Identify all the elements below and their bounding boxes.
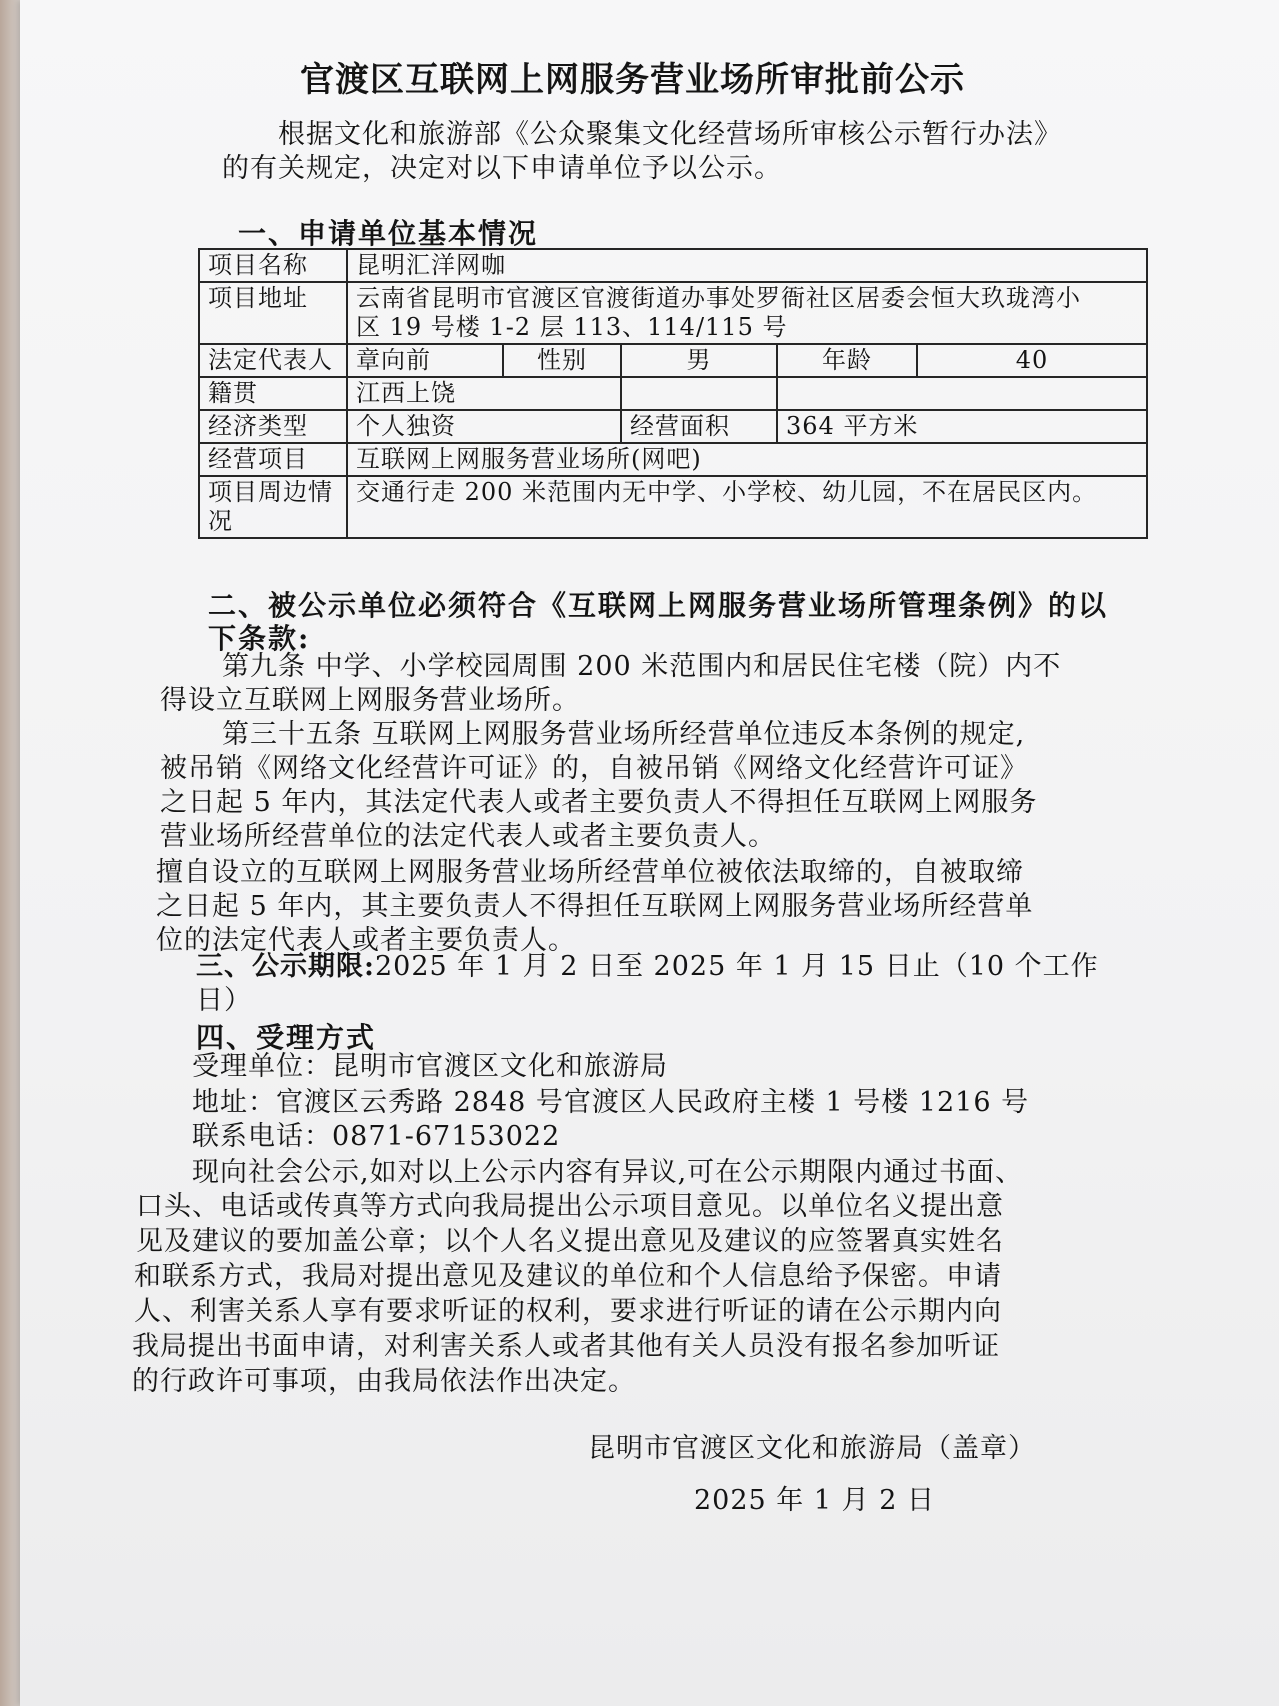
- legal-rep-value: 章向前: [347, 344, 503, 377]
- applicant-info-table: [198, 248, 1148, 539]
- age-label: 年龄: [777, 344, 917, 377]
- surroundings-label: [199, 476, 347, 538]
- issuer-signature: 昆明市官渡区文化和旅游局（盖章）: [588, 1433, 1036, 1464]
- address-value: [347, 282, 1147, 344]
- section-1-heading: 一、申请单位基本情况: [238, 217, 539, 250]
- empty-cell: [777, 377, 1147, 410]
- article-35-line-1: 第三十五条 互联网上网服务营业场所经营单位违反本条例的规定,: [222, 719, 1026, 750]
- address-label: 项目地址: [199, 282, 347, 344]
- native-place-value: 江西上饶: [347, 377, 621, 410]
- notice-line-1: 现向社会公示,如对以上公示内容有异议,可在公示期限内通过书面、: [192, 1157, 1024, 1188]
- unauthorized-line-2: 之日起 5 年内，其主要负责人不得担任互联网上网服务营业场所经营单: [156, 891, 1034, 922]
- native-place-label: 籍贯: [199, 377, 347, 410]
- publicity-period: 2025 年 1 月 2 日至 2025 年 1 月 15 日止（10 个工作: [374, 951, 1099, 982]
- project-name-label: 项目名称: [199, 249, 347, 282]
- issue-date: 2025 年 1 月 2 日: [694, 1485, 935, 1516]
- article-35-line-3: 之日起 5 年内，其法定代表人或者主要负责人不得担任互联网上网服务: [160, 787, 1038, 818]
- notice-line-6: 我局提出书面申请，对利害关系人或者其他有关人员没有报名参加听证: [132, 1331, 1000, 1362]
- unauthorized-line-1: 擅自设立的互联网上网服务营业场所经营单位被依法取缔的，自被取缔: [156, 857, 1024, 888]
- accepting-unit: 受理单位：昆明市官渡区文化和旅游局: [192, 1051, 668, 1082]
- section-3-heading: 三、公示期限:: [196, 951, 375, 982]
- article-35-line-2: 被吊销《网络文化经营许可证》的，自被吊销《网络文化经营许可证》: [160, 753, 1028, 784]
- section-4-heading: 四、受理方式: [196, 1021, 377, 1054]
- section-3-line-1: [196, 950, 1099, 984]
- contact-phone: 联系电话：0871-67153022: [192, 1121, 561, 1152]
- area-label: 经营面积: [621, 410, 777, 443]
- legal-rep-label: 法定代表人: [199, 344, 347, 377]
- notice-line-5: 人、利害关系人享有要求听证的权利，要求进行听证的请在公示期内向: [134, 1296, 1002, 1327]
- section-2-heading-line-2: 下条款:: [208, 622, 311, 655]
- accepting-address: 地址：官渡区云秀路 2848 号官渡区人民政府主楼 1 号楼 1216 号: [192, 1087, 1030, 1118]
- table-row: [199, 377, 1147, 410]
- business-value: 互联网上网服务营业场所(网吧): [347, 443, 1147, 476]
- surroundings-label-line-1: 项目周边情: [208, 478, 333, 506]
- table-row: [199, 282, 1147, 344]
- area-value: 364 平方米: [777, 410, 1147, 443]
- table-row: [199, 476, 1147, 538]
- table-row: [199, 443, 1147, 476]
- notice-line-7: 的行政许可事项，由我局依法作出决定。: [132, 1366, 636, 1397]
- gender-label: 性别: [503, 344, 621, 377]
- notice-line-2: 口头、电话或传真等方式向我局提出公示项目意见。以单位名义提出意: [136, 1191, 1004, 1222]
- address-value-line-1: 云南省昆明市官渡区官渡街道办事处罗衙社区居委会恒大玖珑湾小: [356, 284, 1081, 312]
- table-row: [199, 249, 1147, 282]
- econ-type-value: 个人独资: [347, 410, 621, 443]
- surroundings-value: 交通行走 200 米范围内无中学、小学校、幼儿园，不在居民区内。: [347, 476, 1147, 538]
- intro-line-2: 的有关规定，决定对以下申请单位予以公示。: [222, 153, 782, 184]
- business-label: 经营项目: [199, 443, 347, 476]
- table-row: [199, 344, 1147, 377]
- econ-type-label: 经济类型: [199, 410, 347, 443]
- intro-line-1: 根据文化和旅游部《公众聚集文化经营场所审核公示暂行办法》: [278, 119, 1062, 150]
- notice-line-3: 见及建议的要加盖公章；以个人名义提出意见及建议的应签署真实姓名: [136, 1226, 1004, 1257]
- section-3-line-2: 日）: [196, 985, 252, 1016]
- notice-line-4: 和联系方式，我局对提出意见及建议的单位和个人信息给予保密。申请: [134, 1261, 1002, 1292]
- project-name-value: 昆明汇洋网咖: [347, 249, 1147, 282]
- empty-cell: [621, 377, 777, 410]
- age-value: 40: [917, 344, 1147, 377]
- surroundings-label-line-2: 况: [208, 507, 233, 535]
- unauthorized-line-3: 位的法定代表人或者主要负责人。: [156, 925, 576, 956]
- section-2-heading-line-1: 二、被公示单位必须符合《互联网上网服务营业场所管理条例》的以: [208, 589, 1109, 622]
- table-row: [199, 410, 1147, 443]
- address-value-line-2: 区 19 号楼 1-2 层 113、114/115 号: [356, 313, 788, 341]
- article-9-line-1: 第九条 中学、小学校园周围 200 米范围内和居民住宅楼（院）内不: [222, 651, 1062, 682]
- article-9-line-2: 得设立互联网上网服务营业场所。: [160, 685, 580, 716]
- gender-value: 男: [621, 344, 777, 377]
- page-title: 官渡区互联网上网服务营业场所审批前公示: [300, 60, 965, 100]
- desk-background: [0, 0, 22, 1706]
- article-35-line-4: 营业场所经营单位的法定代表人或者主要负责人。: [160, 821, 776, 852]
